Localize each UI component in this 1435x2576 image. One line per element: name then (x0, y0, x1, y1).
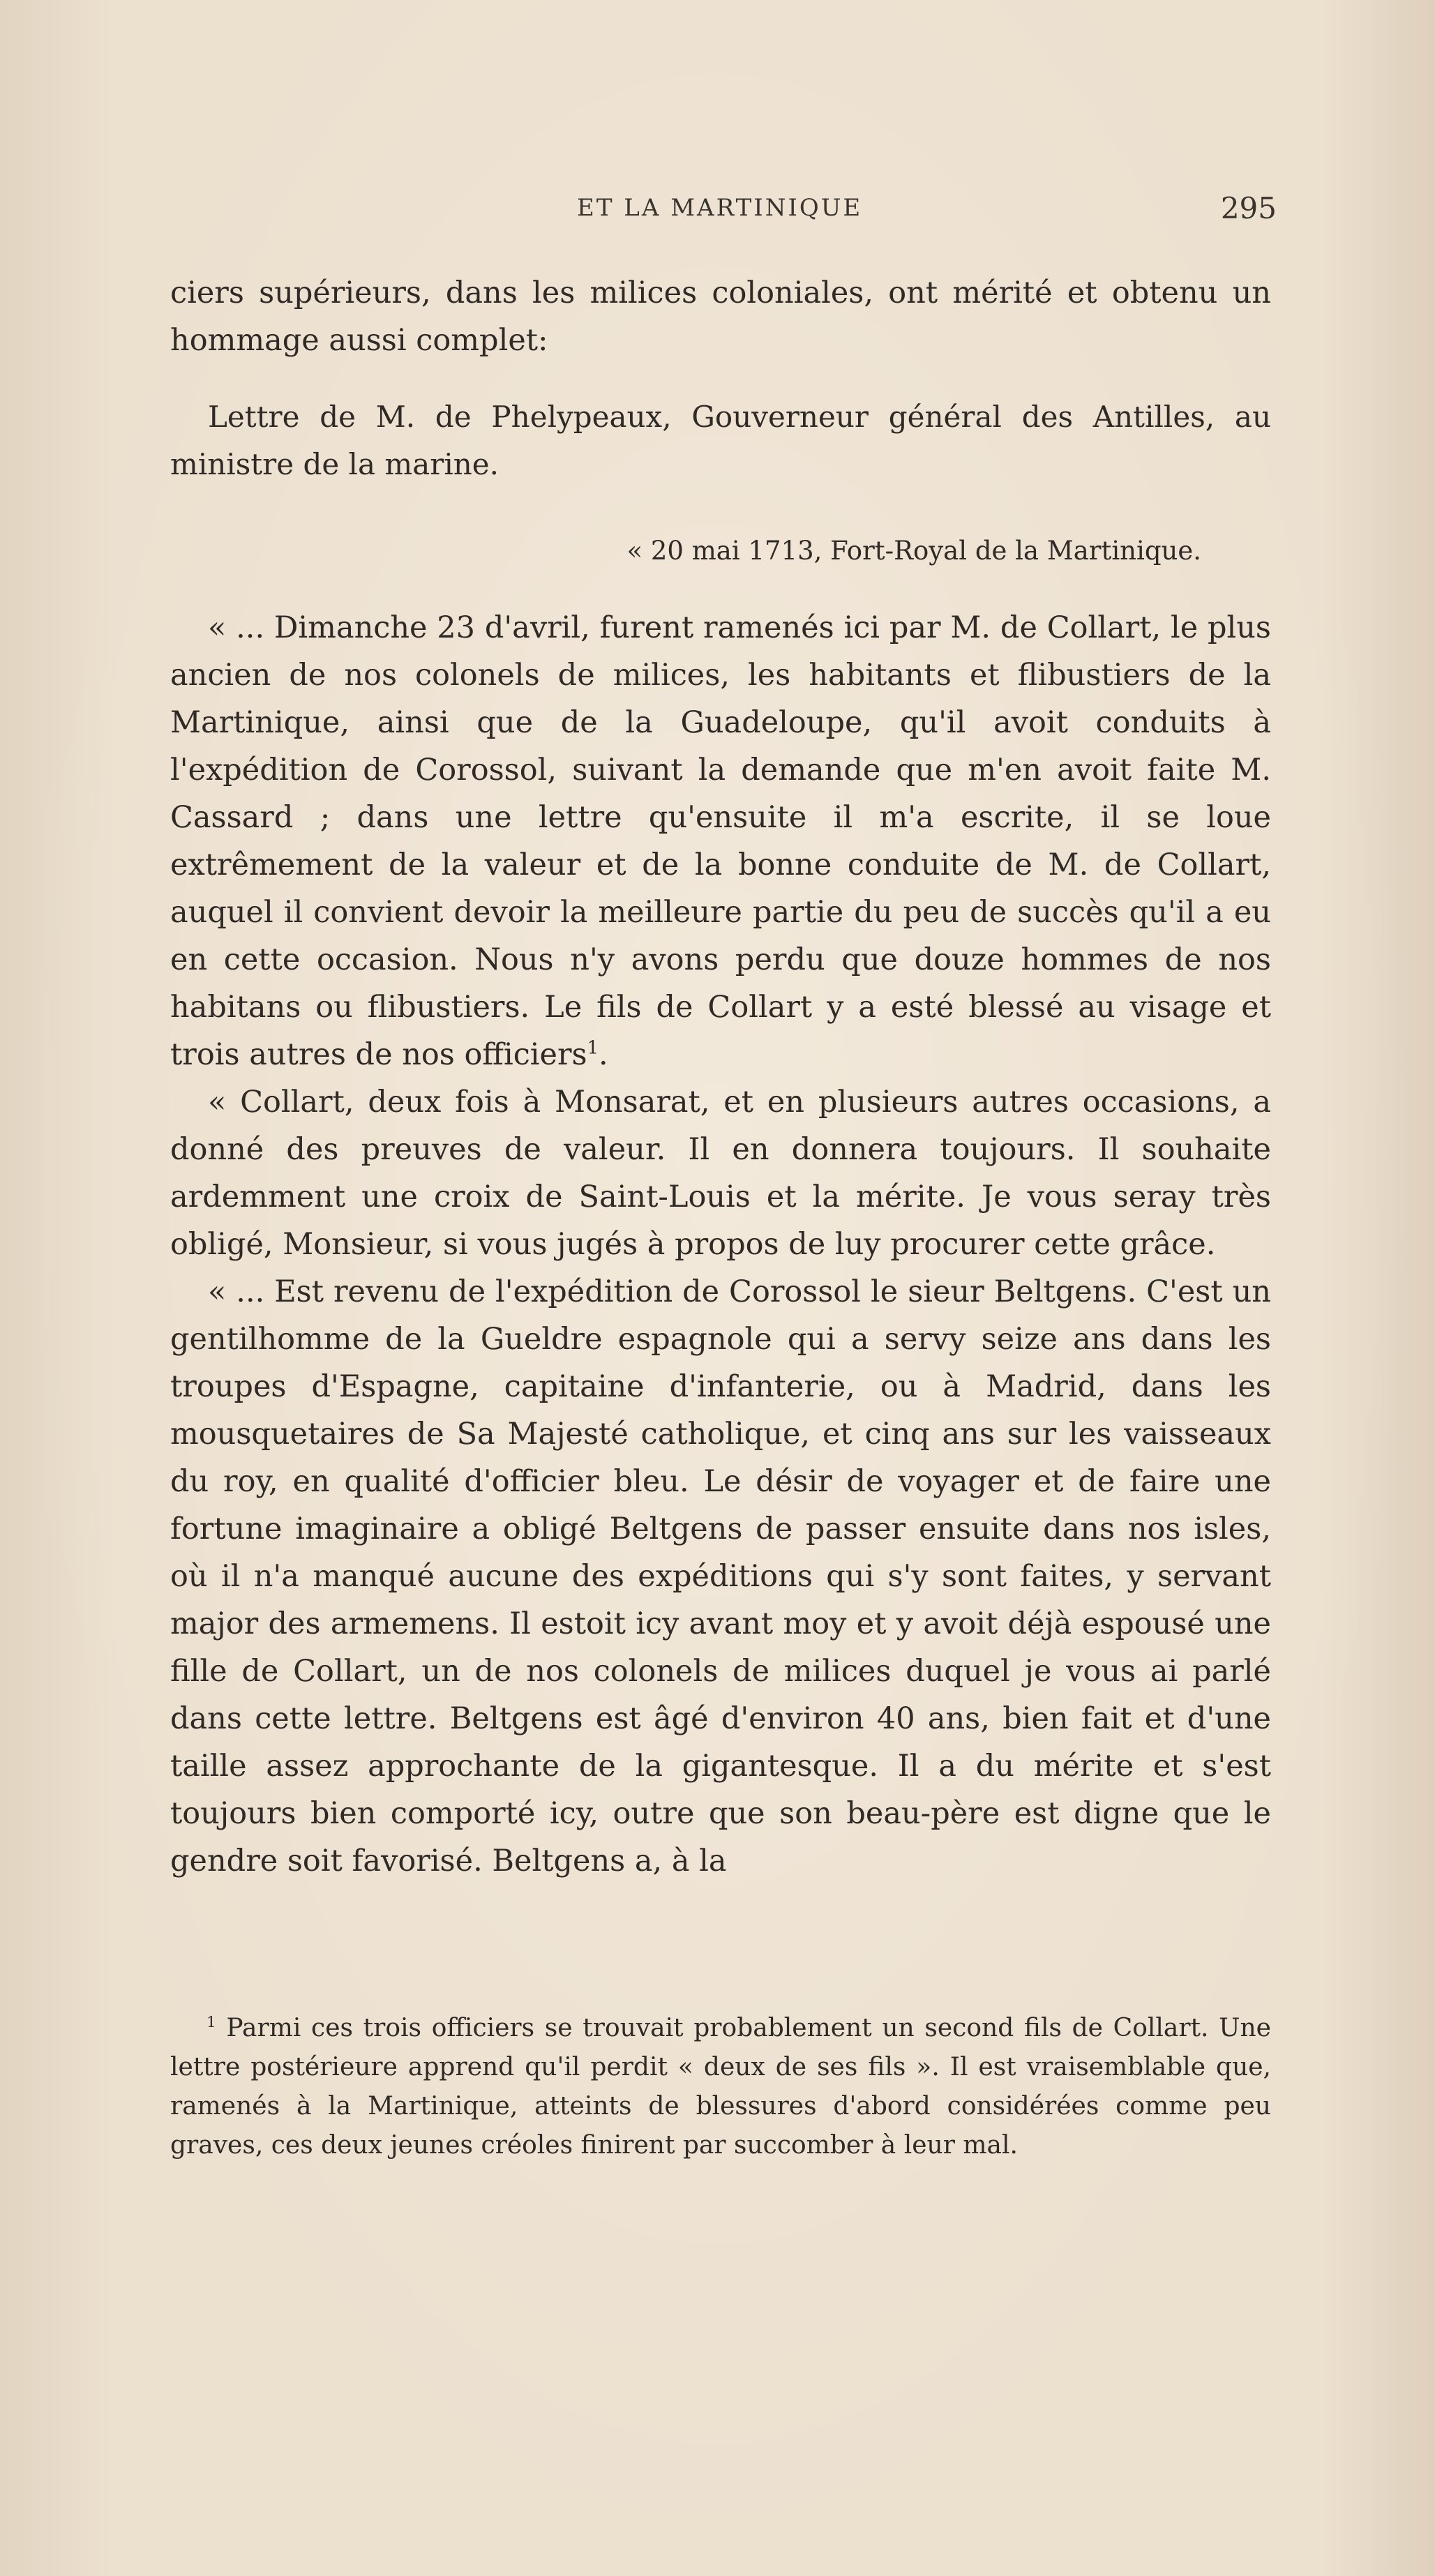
footnote-1 (170, 2009, 1271, 2165)
paragraph-continuation: ciers supérieurs, dans les milices coloniales, ont mérité et obtenu un hommage aussi complet: (170, 276, 1271, 358)
page-header (167, 191, 1277, 236)
letter-dateline: « 20 mai 1713, Fort-Royal de la Martinique. (626, 536, 1201, 566)
running-head: ET LA MARTINIQUE (577, 194, 863, 222)
footnote-block (170, 2009, 1271, 2165)
footnote-mark: 1 (206, 2014, 216, 2031)
footnote-reference: 1 (587, 1037, 599, 1059)
page-number: 295 (1220, 191, 1277, 225)
letter-paragraph-1 (170, 604, 1271, 1078)
letter-heading: Lettre de M. de Phelypeaux, Gouverneur général des Antilles, au ministre de la marine. (170, 400, 1271, 481)
main-text (170, 269, 1271, 1885)
letter-paragraph-1-end: . (599, 1037, 608, 1072)
letter-paragraph-2: « Collart, deux fois à Monsarat, et en plusieurs autres occasions, a donné des preuves de valeur. Il en donnera toujours. Il souhaite ardemment une croix de Saint-Louis et la mérite. Je vous seray très obligé, Monsieur, si vous jugés à propos de luy procurer cette grâce. (170, 1085, 1271, 1262)
letter-paragraph-1-text: « ... Dimanche 23 d'avril, furent ramenés ici par M. de Collart, le plus ancien de nos colonels de milices, les habitants et flibustiers de la Martinique, ainsi que de la Guadeloupe, qu'il avoit conduits à l'expédition de Corossol, suivant la demande que m'en avoit faite M. Cassard ; dans une lettre qu'ensuite il m'a escrite, il se loue extrêmement de la valeur et de la bonne conduite de M. de Collart, auquel il convient devoir la meilleure partie du peu de succès qu'il a eu en cette occasion. Nous n'y avons perdu que douze hommes de nos habitans ou flibustiers. Le fils de Collart y a esté blessé au visage et trois autres de nos officiers (170, 610, 1271, 1072)
footnote-text: Parmi ces trois officiers se trouvait probablement un second fils de Collart. Une lettre postérieure apprend qu'il perdit « deux de ses fils ». Il est vraisemblable que, ramenés à la Martinique, atteints de blessures d'abord considérées comme peu graves, ces deux jeunes créoles finirent par succomber à leur mal. (170, 2014, 1271, 2160)
letter-paragraph-3: « ... Est revenu de l'expédition de Corossol le sieur Beltgens. C'est un gentilhomme de la Gueldre espagnole qui a servy seize ans dans les troupes d'Espagne, capitaine d'infanterie, ou à Madrid, dans les mousquetaires de Sa Majesté catholique, et cinq ans sur les vaisseaux du roy, en qualité d'officier bleu. Le désir de voyager et de faire une fortune imaginaire a obligé Beltgens de passer ensuite dans nos isles, où il n'a manqué aucune des expéditions qui s'y sont faites, y servant major des armemens. Il estoit icy avant moy et y avoit déjà espousé une fille de Collart, un de nos colonels de milices duquel je vous ai parlé dans cette lettre. Beltgens est âgé d'environ 40 ans, bien fait et d'une taille assez approchante de la gigantesque. Il a du mérite et s'est toujours bien comporté icy, outre que son beau-père est digne que le gendre soit favorisé. Beltgens a, à la (170, 1274, 1271, 1878)
